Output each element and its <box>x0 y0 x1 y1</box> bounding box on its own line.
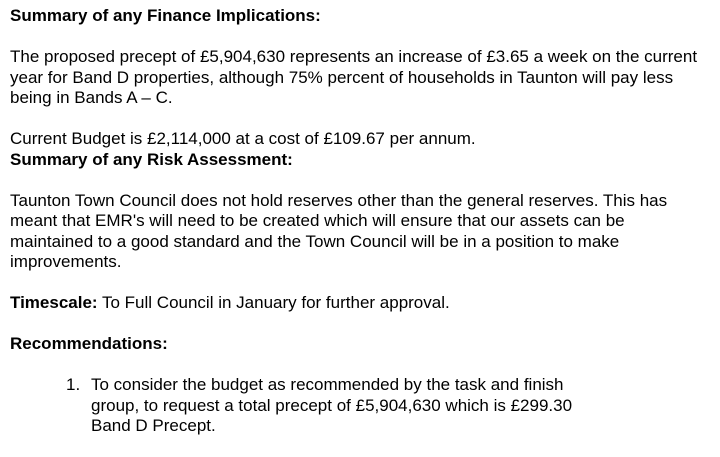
timescale-text: To Full Council in January for further approval. <box>97 293 450 312</box>
spacer <box>10 273 710 294</box>
recommendations-list <box>10 375 710 437</box>
recommendation-item <box>10 375 591 437</box>
recommendation-text: To consider the budget as recommended by the task and finish group, to request a total precept of £5,904,630 which is £299.30 Band D Precept. <box>91 375 573 435</box>
risk-heading: Summary of any Risk Assessment: <box>10 149 293 169</box>
recommendations-heading: Recommendations: <box>10 334 168 353</box>
timescale-line <box>10 293 710 314</box>
risk-paragraph: Taunton Town Council does not hold reserves other than the general reserves. This has meant that EMR's will need to be created which will ensure that our assets can be maintained to a good standard and the Town Council will be in a position to make improvements. <box>10 190 668 271</box>
spacer <box>10 314 710 335</box>
current-budget-text: Current Budget is £2,114,000 at a cost of £109.67 per annum. <box>10 129 476 148</box>
spacer <box>10 170 710 191</box>
timescale-label: Timescale: <box>10 293 98 312</box>
finance-paragraph: The proposed precept of £5,904,630 represents an increase of £3.65 a week on the current year for Band D properties, although 75% percent of households in Taunton will pay less being in Bands A – C. <box>10 47 698 107</box>
finance-heading: Summary of any Finance Implications: <box>10 6 321 25</box>
recommendation-number: 1. <box>66 375 81 394</box>
document-body <box>10 6 710 437</box>
spacer <box>10 355 710 376</box>
spacer <box>10 109 710 130</box>
spacer <box>10 27 710 48</box>
